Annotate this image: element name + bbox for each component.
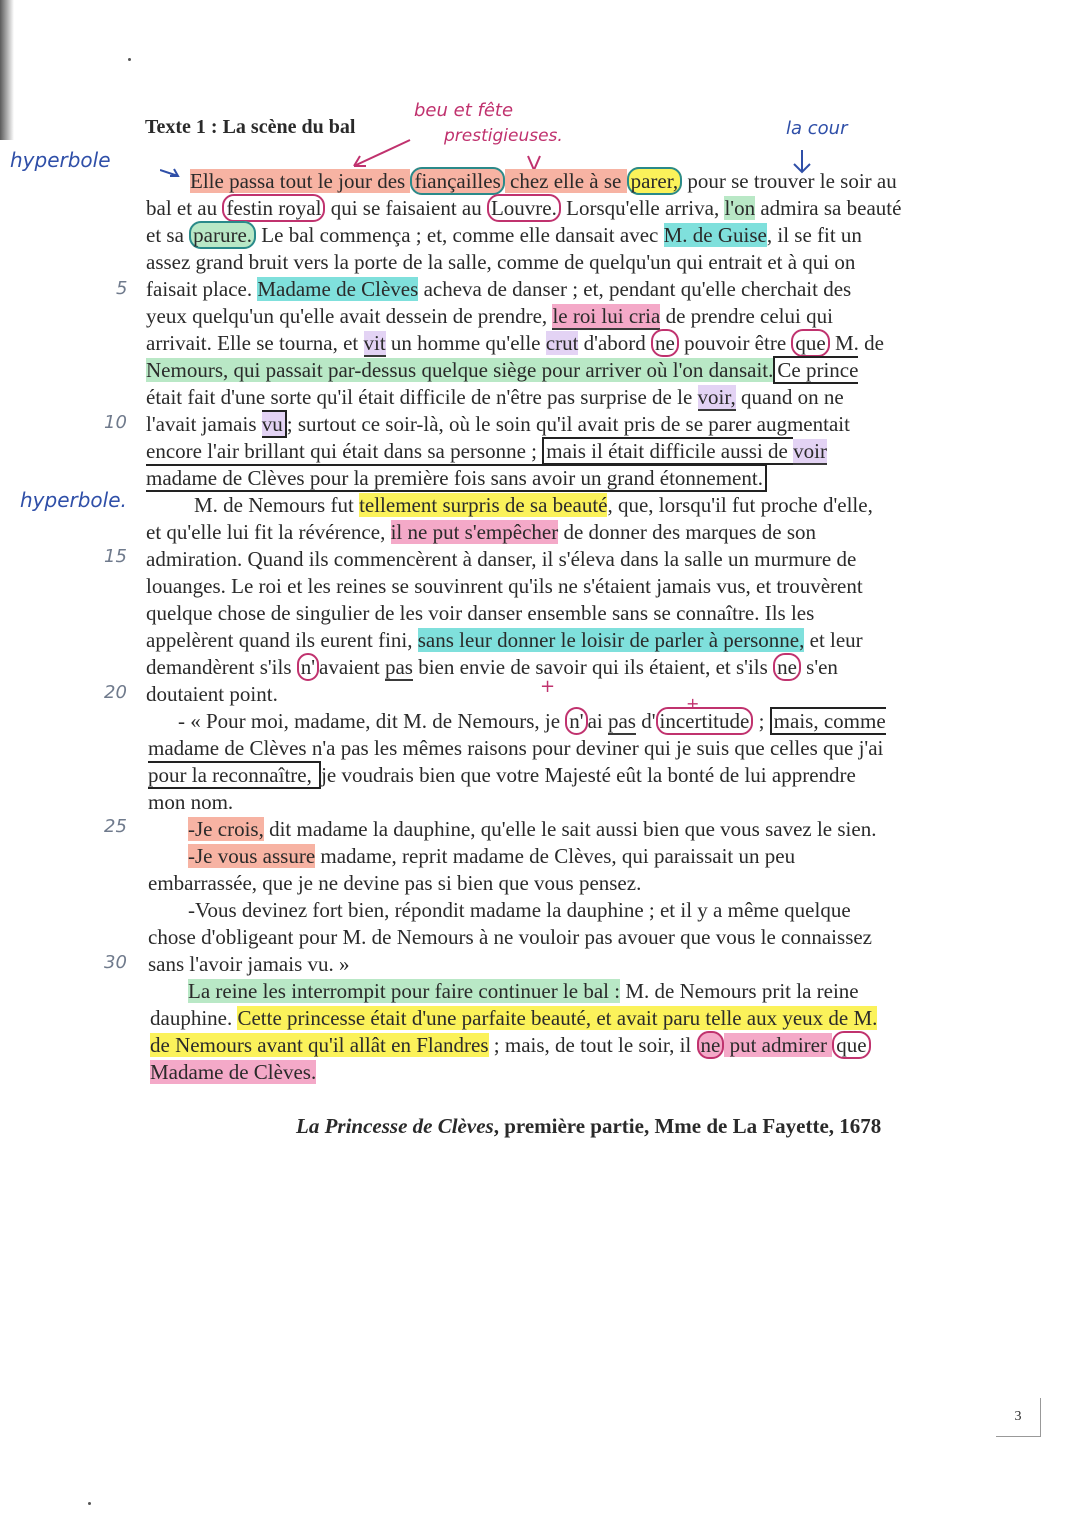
text-line: demandèrent s'ils n' avaient pas bien envie de savoir qui ils étaient, et s'ils ne s'en	[146, 655, 838, 679]
page-edge-shadow	[0, 0, 14, 140]
text-line: M. de Nemours fut tellement surpris de sa beauté, que, lorsqu'il fut proche d'elle,	[194, 493, 873, 517]
text-line: quelque chose de singulier de les voir danser ensemble sans se connaître. Ils les	[146, 601, 815, 625]
paragraph-arrow-icon	[160, 166, 184, 180]
handwritten-note-prestigieuses: prestigieuses.	[444, 126, 563, 146]
text-line: Nemours, qui passait par-dessus quelque siège pour arriver où l'on dansait. Ce prince	[146, 358, 859, 382]
text-line: Elle passa tout le jour des fiançailles chez elle à se parer, pour se trouver le soir au	[190, 169, 897, 193]
page-number: 3	[996, 1398, 1041, 1437]
text-title: Texte 1 : La scène du bal	[145, 116, 356, 138]
text-line: doutaient point.	[146, 682, 278, 706]
text-line: dauphine. Cette princesse était d'une parfaite beauté, et avait paru telle aux yeux de M.	[150, 1006, 878, 1030]
plus-mark: +	[686, 694, 700, 713]
plus-mark: +	[540, 676, 556, 697]
text-line: et sa parure. Le bal commença ; et, comme elle dansait avec M. de Guise, il se fit un	[146, 223, 862, 247]
line-number: 10	[104, 412, 127, 433]
text-line: -Vous devinez fort bien, répondit madame la dauphine ; et il y a même quelque	[188, 898, 851, 922]
text-line: - « Pour moi, madame, dit M. de Nemours, je n' ai pas d' incertitude ; mais, comme	[178, 709, 886, 733]
speck	[88, 1502, 91, 1505]
source-details: , première partie, Mme de La Fayette, 1678	[493, 1114, 882, 1138]
line-number: 30	[104, 952, 127, 973]
text-line: chose d'obligeant pour M. de Nemours à ne vouloir pas avouer que vous le connaissez	[148, 925, 873, 949]
text-line: madame de Clèves pour la première fois sans avoir un grand étonnement.	[146, 465, 767, 491]
text-line: assez grand bruit vers la porte de la salle, comme de quelqu'un qui entrait et à qui on	[146, 250, 856, 274]
text-line: bal et au festin royal qui se faisaient au Louvre. Lorsqu'elle arriva, l'on admira sa beauté	[146, 196, 902, 220]
text-line: arrivait. Elle se tourna, et vit un homme qu'elle crut d'abord ne pouvoir être que M. de	[146, 331, 884, 355]
margin-note-hyperbole-2: hyperbole.	[20, 488, 127, 512]
text-line: et qu'elle lui fit la révérence, il ne put s'empêcher de donner des marques de son	[146, 520, 816, 544]
text-line: de Nemours avant qu'il allât en Flandres ; mais, de tout le soir, il ne put admirer que	[150, 1032, 871, 1058]
text-line: Madame de Clèves.	[150, 1060, 317, 1084]
line-number: 5	[116, 278, 128, 299]
line-number: 15	[104, 546, 127, 567]
text-line: La reine les interrompit pour faire continuer le bal : M. de Nemours prit la reine	[188, 979, 859, 1003]
text-line: pour la reconnaître, je voudrais bien que votre Majesté eût la bonté de lui apprendre	[148, 763, 856, 787]
line-number: 25	[104, 816, 127, 837]
text-line: admiration. Quand ils commencèrent à danser, il s'éleva dans la salle un murmure de	[146, 547, 857, 571]
handwritten-note-la-cour: la cour	[786, 118, 848, 139]
text-line: madame de Clèves n'a pas les mêmes raisons pour deviner qui je suis que celles que j'ai	[148, 736, 884, 760]
text-line: encore l'air brillant qui était dans sa personne ; mais il était difficile aussi de voir	[146, 439, 827, 463]
speck	[128, 58, 131, 61]
text-line: sans l'avoir jamais vu. »	[148, 952, 350, 976]
text-line: était fait d'une sorte qu'il était difficile de n'être pas surprise de le voir, quand on ne	[146, 385, 844, 409]
line-number: 20	[104, 682, 127, 703]
text-line: yeux quelqu'un qu'elle avait dessein de prendre, le roi lui cria de prendre celui qui	[146, 304, 833, 328]
text-line: appelèrent quand ils eurent fini, sans leur donner le loisir de parler à personne, et leur	[146, 628, 863, 652]
text-line: l'avait jamais vu ; surtout ce soir-là, où le soin qu'il avait pris de se parer augmentait	[146, 412, 850, 436]
source-work-title: La Princesse de Clèves	[296, 1114, 494, 1138]
text-line: faisait place. Madame de Clèves acheva de danser ; et, pendant qu'elle cherchait des	[146, 277, 852, 301]
text-line: -Je crois, dit madame la dauphine, qu'elle le sait aussi bien que vous savez le sien.	[188, 817, 877, 841]
handwritten-note-fete: beu et fête	[414, 100, 514, 121]
source-citation	[296, 1114, 881, 1139]
text-line: louanges. Le roi et les reines se souvinrent qu'ils ne s'étaient jamais vus, et trouvèrent	[146, 574, 863, 598]
margin-note-hyperbole: hyperbole	[10, 148, 111, 172]
text-line: mon nom.	[148, 790, 234, 814]
text-line: -Je vous assure madame, reprit madame de Clèves, qui paraissait un peu	[188, 844, 796, 868]
text-line: embarrassée, que je ne devine pas si bien que vous pensez.	[148, 871, 642, 895]
